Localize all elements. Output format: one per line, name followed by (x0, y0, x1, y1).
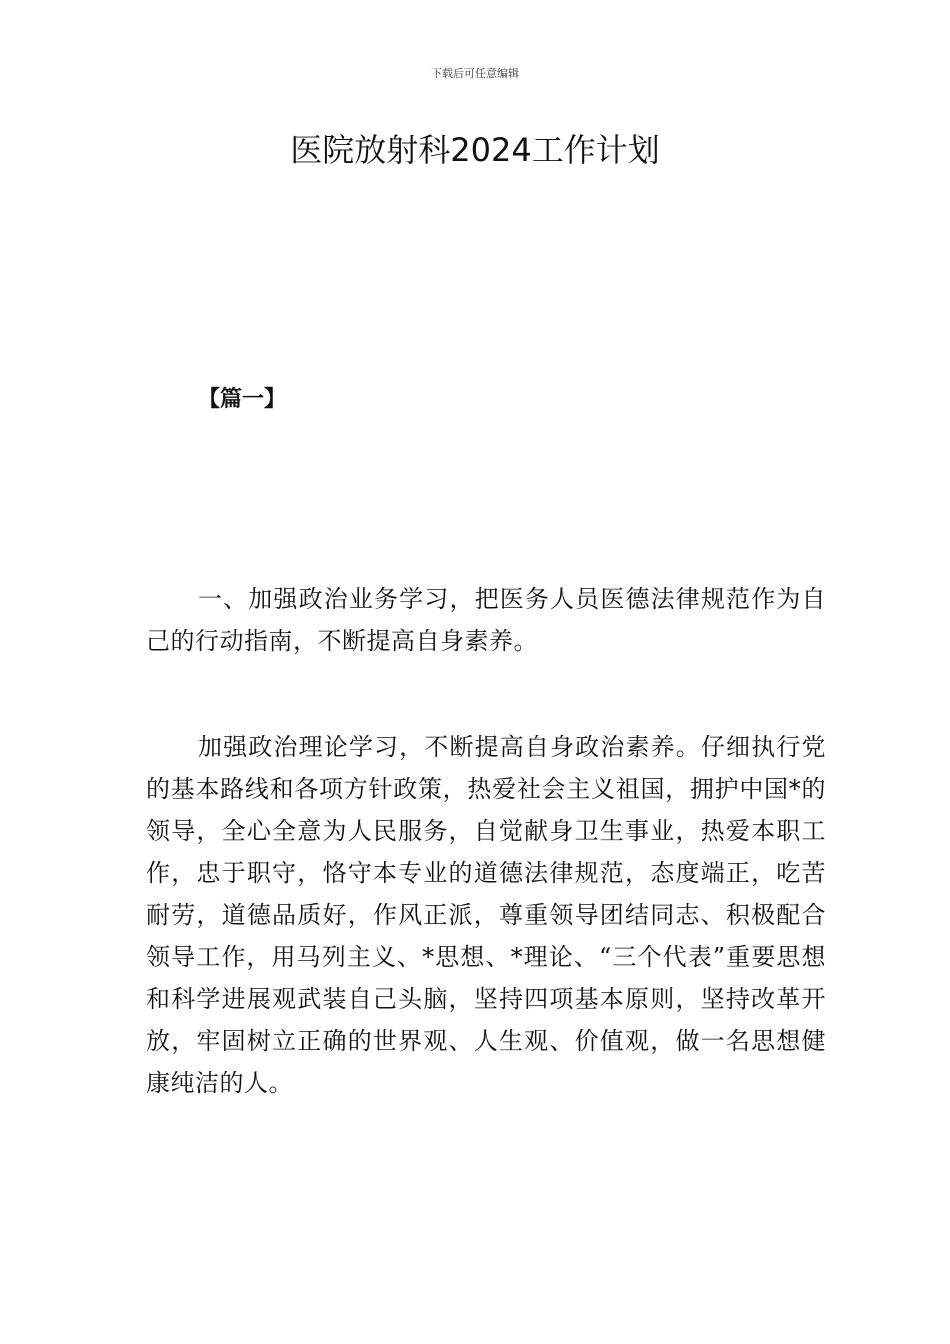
header-note: 下载后可任意编辑 (431, 67, 519, 80)
section-label: 【篇一】 (198, 386, 287, 412)
document-title: 医院放射科2024工作计划 (290, 131, 660, 169)
paragraph-1: 一、加强政治业务学习，把医务人员医德法律规范作为自己的行动指南，不断提高自身素养。 (146, 585, 826, 655)
paragraph-2: 加强政治理论学习，不断提高自身政治素养。仔细执行党的基本路线和各项方针政策，热爱社会主义祖国，拥护中国*的领导，全心全意为人民服务，自觉献身卫生事业，热爱本职工作，忠于职守，恪守本专业的道德法律规范，态度端正，吃苦耐劳，道德品质好，作风正派，尊重领导团结同志、积极配合领导工作，用马列主义、*思想、*理论、“三个代表”重要思想和科学进展观武装自己头脑，坚持四项基本原则，坚持改革开放，牢固树立正确的世界观、人生观、价值观，做一名思想健康纯洁的人。 (146, 733, 826, 1097)
